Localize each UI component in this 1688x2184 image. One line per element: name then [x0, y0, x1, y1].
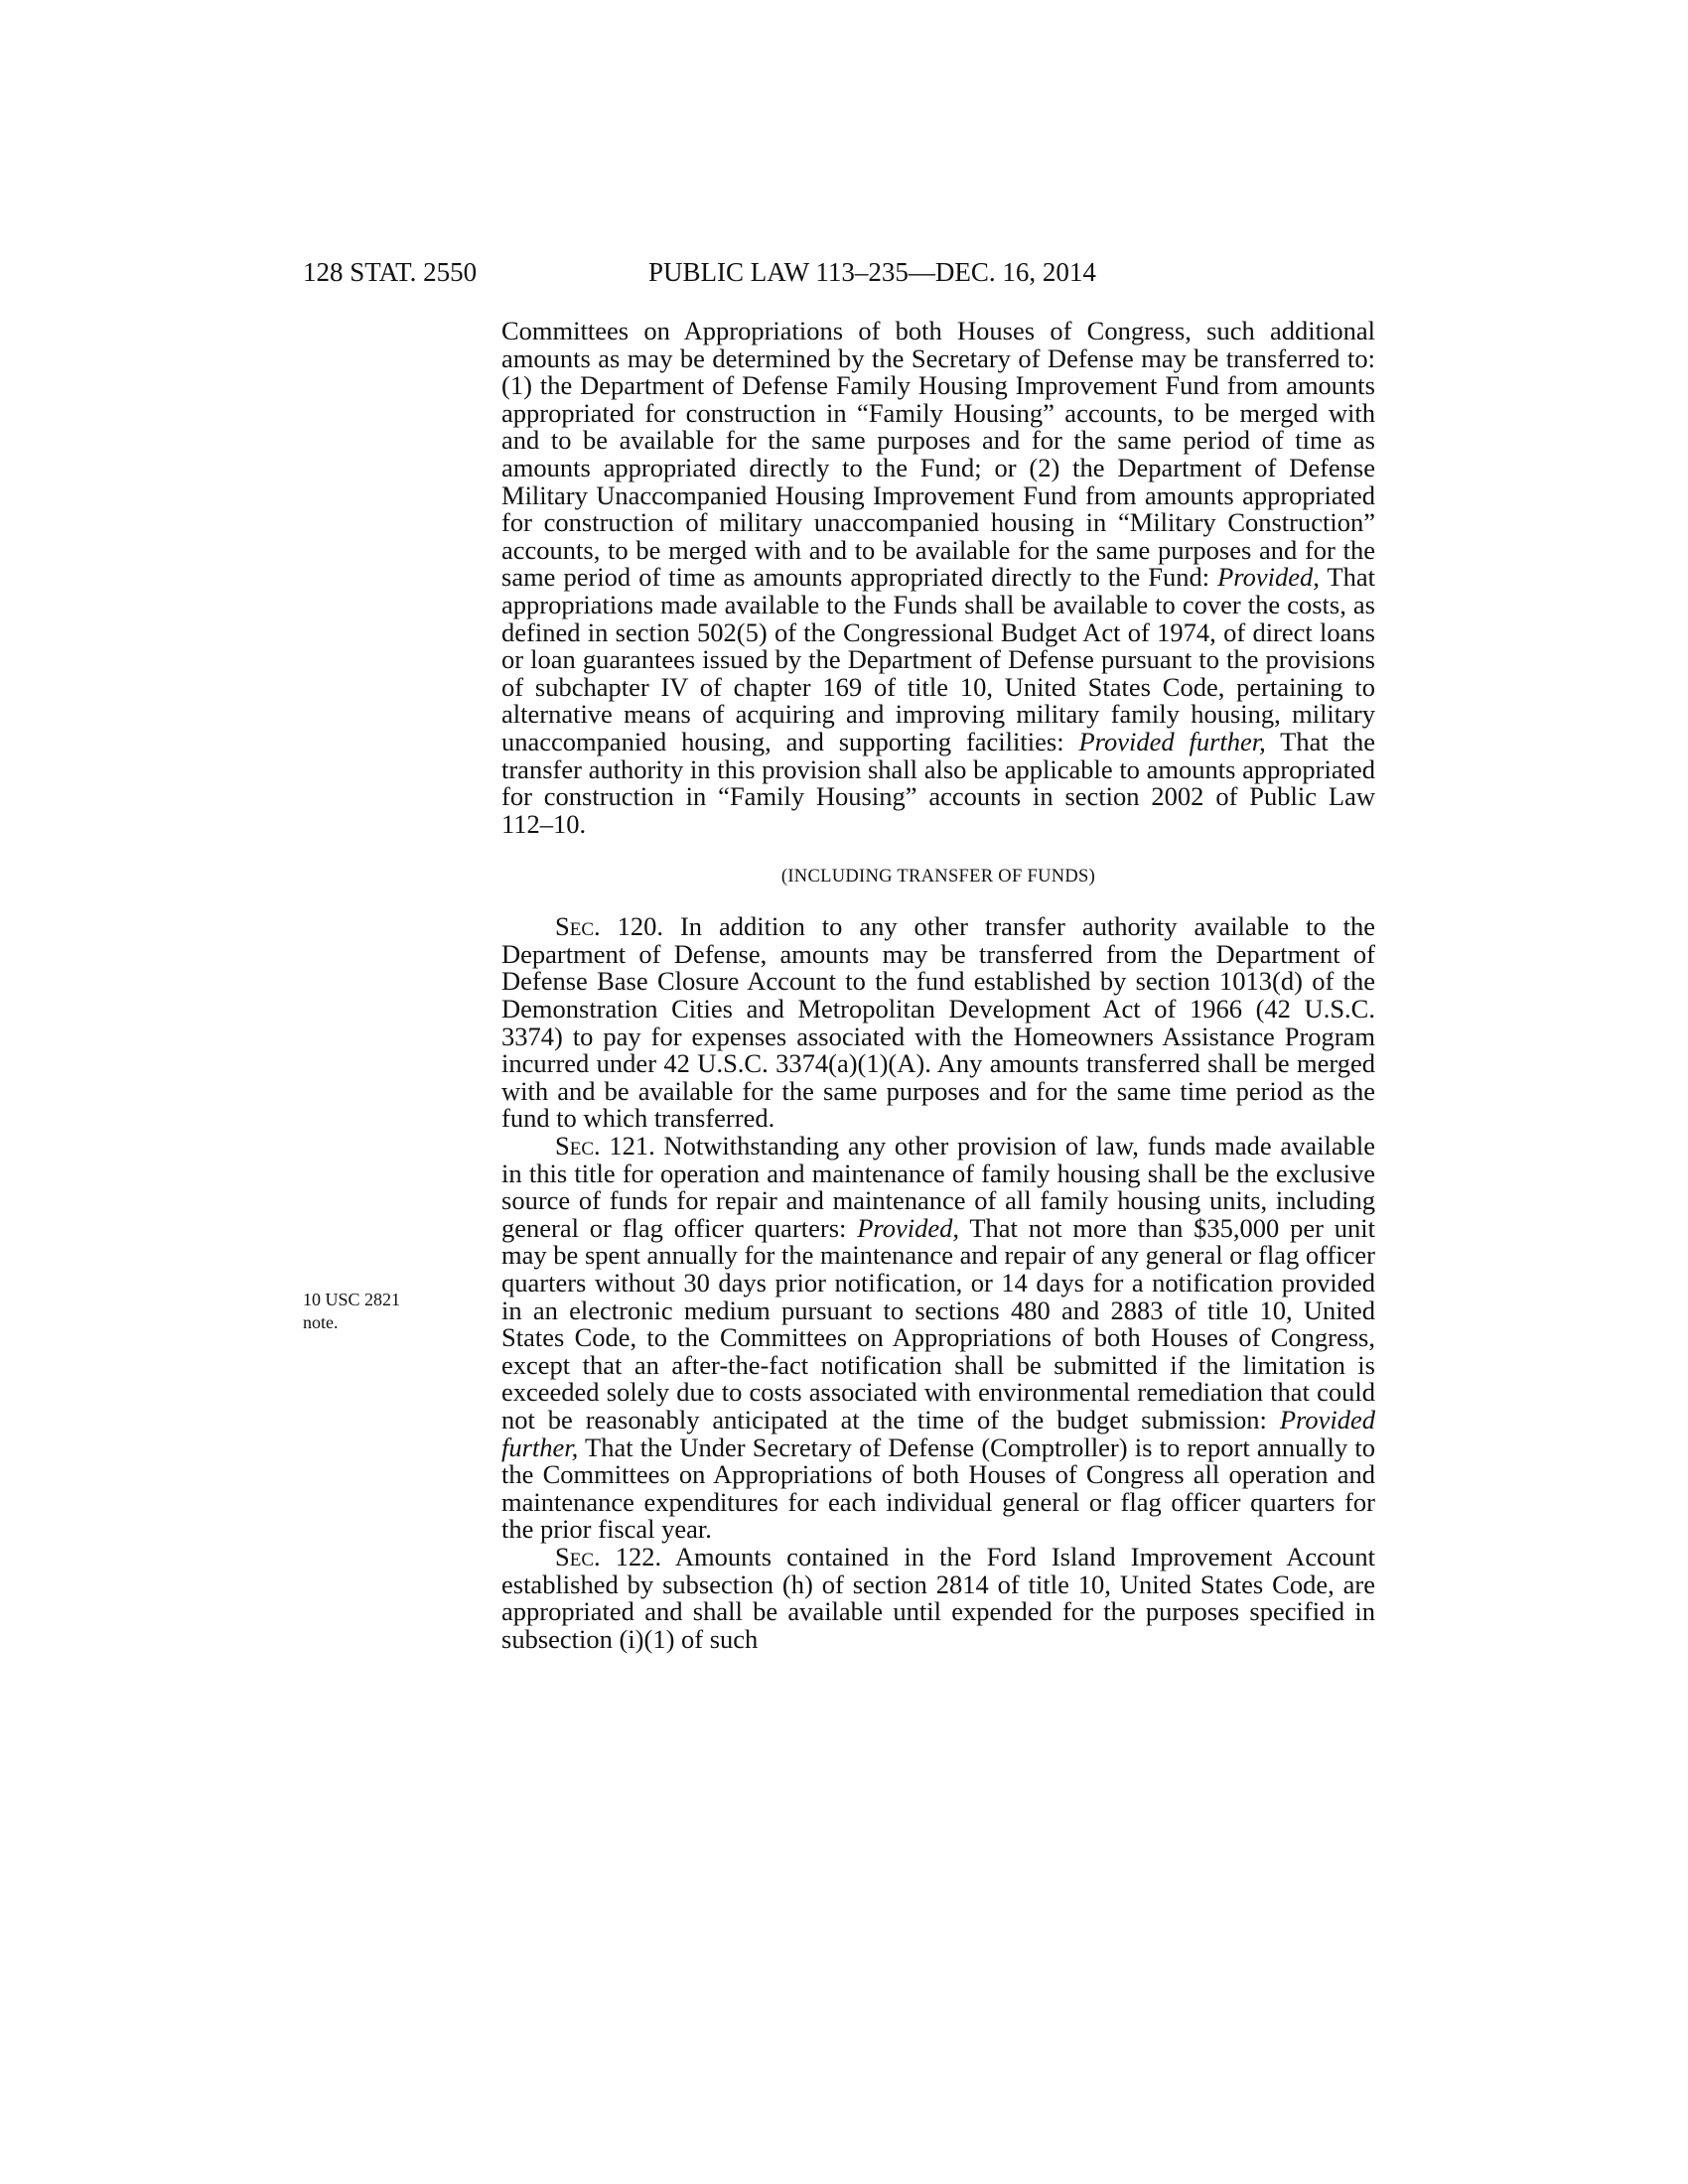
margin-note-citation: 10 USC 2821: [303, 1290, 401, 1309]
section-121-text-2: That not more than $35,000 per unit may be spent annually for the maintenance and repair of any general or flag officer quarters without 30 days prior notification, or 14 days for a notification provided in an electronic medium pursuant to sections 480 and 2883 of title 10, United States Code, to the Committees on Appropriations of both Houses of Congress, except that an after-the-fact notification shall be submitted if the limitation is exceeded solely due to costs associated with environmental remediation that could not be reasonably anticipated at the time of the budget submission:: [501, 1212, 1375, 1434]
section-heading: (INCLUDING TRANSFER OF FUNDS): [780, 867, 1096, 887]
provided-further-italic: Provided further,: [1078, 726, 1266, 756]
section-121: [501, 1133, 1375, 1544]
section-122: [501, 1541, 1375, 1654]
section-120-label: Sec. 120.: [555, 911, 663, 942]
section-120: [501, 913, 1375, 1133]
provided-italic: Provided,: [1217, 562, 1320, 593]
page-header: [303, 252, 1226, 292]
section-121-label: Sec. 121.: [555, 1131, 655, 1161]
public-law-title: PUBLIC LAW 113–235—DEC. 16, 2014: [648, 257, 1096, 287]
section-121-text-3: That the Under Secretary of Defense (Comptroller) is to report annually to the Committees on Appropriations of both Houses of Congress all operation and maintenance expenditures for each individual general or flag officer quarters for the prior fiscal year.: [501, 1432, 1375, 1545]
section-121-provided-further-italic: Provided further,: [501, 1404, 1375, 1462]
section-121-text-1: Notwithstanding any other provision of law, funds made available in this title for operation and maintenance of family housing shall be the exclusive source of funds for repair and maintenance of all family housing units, including general or flag officer quarters:: [501, 1131, 1375, 1243]
section-120-text: In addition to any other transfer authority available to the Department of Defense, amounts may be transferred from the Department of Defense Base Closure Account to the fund established by section 1013(d) of the Demonstration Cities and Metropolitan Development Act of 1966 (42 U.S.C. 3374) to pay for expenses associated with the Homeowners Assistance Program incurred under 42 U.S.C. 3374(a)(1)(A). Any amounts transferred shall be merged with and be available for the same purposes and for the same time period as the fund to which transferred.: [501, 911, 1375, 1134]
margin-note: [303, 1289, 462, 1334]
statute-page-reference: 128 STAT. 2550: [303, 257, 478, 287]
section-122-text: Amounts contained in the Ford Island Improvement Account established by subsection (h) of section 2814 of title 10, United States Code, are appropriated and shall be available until expended for the purposes specified in subsection (i)(1) of such: [501, 1541, 1375, 1654]
continued-paragraph: [501, 318, 1375, 838]
section-122-label: Sec. 122.: [555, 1541, 662, 1571]
section-121-provided-italic: Provided,: [857, 1212, 959, 1243]
continued-paragraph-text-2: That appropriations made available to the Funds shall be available to cover the costs, as defined in section 502(5) of the Congressional Budget Act of 1974, of direct loans or loan guarantees issued by the Department of Defense pursuant to the provisions of subchapter IV of chapter 169 of title 10, United States Code, pertaining to alternative means of acquiring and improving military family housing, military unaccompanied housing, and supporting facilities:: [501, 562, 1375, 756]
continued-paragraph-text-1: Committees on Appropriations of both Houses of Congress, such additional amounts as may be determined by the Secretary of Defense may be transferred to: (1) the Department of Defense Family Housing Improvement Fund from amounts appropriated for construction in “Family Housing” accounts, to be merged with and to be available for the same purposes and for the same period of time as amounts appropriated directly to the Fund; or (2) the Department of Defense Military Unaccompanied Housing Improvement Fund from amounts appropriated for construction of military unaccompanied housing in “Military Construction” accounts, to be merged with and to be available for the same purposes and for the same period of time as amounts appropriated directly to the Fund:: [501, 316, 1375, 593]
continued-paragraph-text-3: That the transfer authority in this provision shall also be applicable to amounts appropriated for construction in “Family Housing” accounts in section 2002 of Public Law 112–10.: [501, 726, 1375, 839]
document-body: [501, 318, 1375, 1653]
margin-note-suffix: note.: [303, 1312, 339, 1332]
